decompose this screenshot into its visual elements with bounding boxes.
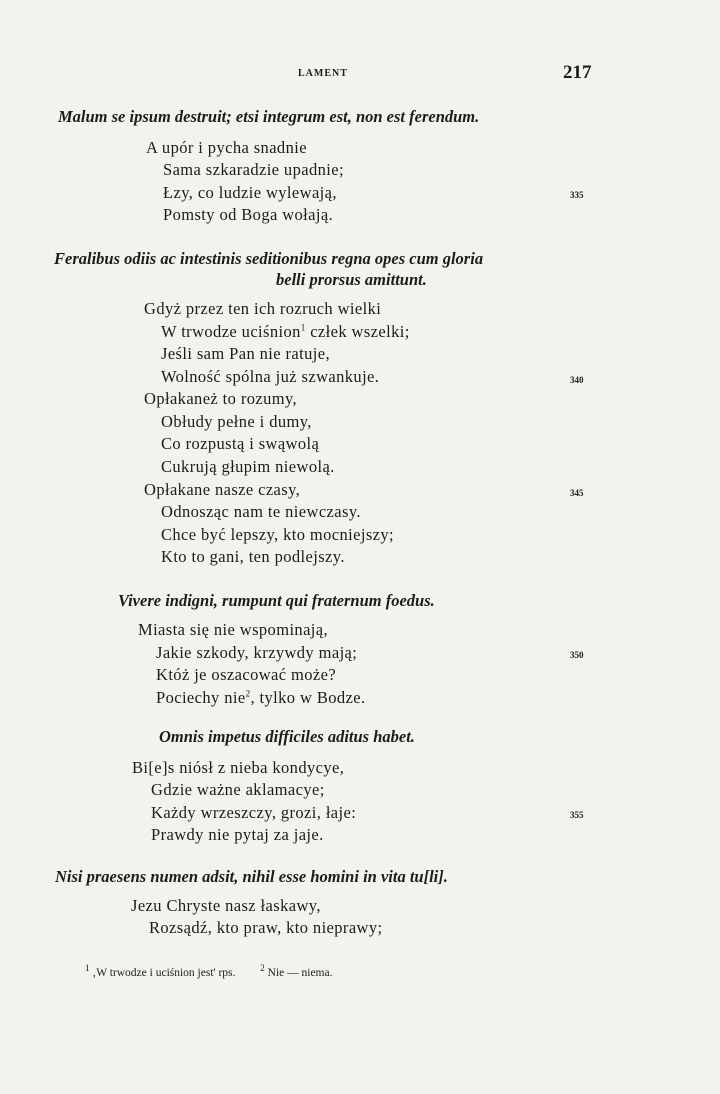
footnote-2 xyxy=(260,963,332,979)
verse-line: Któż je oszacować może? xyxy=(156,665,337,684)
verse-line: Pomsty od Boga wołają. xyxy=(163,205,334,224)
motto-2-line-2: belli prorsus amittunt. xyxy=(276,270,427,289)
footnote-mark: 2 xyxy=(260,963,265,973)
verse-text: człek wszelki; xyxy=(305,322,410,341)
verse-text: , tylko w Bodze. xyxy=(250,688,366,707)
footnote-mark: 1 xyxy=(300,322,306,333)
footnote-mark: 1 xyxy=(85,963,90,973)
verse-number: 335 xyxy=(570,190,584,200)
footnote-text: Nie — niema. xyxy=(267,966,333,979)
verse-line: Każdy wrzeszczy, grozi, łaje: xyxy=(151,803,357,822)
verse-line: Jakie szkody, krzywdy mają; xyxy=(156,643,358,662)
verse-line xyxy=(156,688,366,708)
motto-5: Nisi praesens numen adsit, nihil esse homini in vita tu[li]. xyxy=(55,867,448,886)
motto-1: Malum se ipsum destruit; etsi integrum est, non est ferendum. xyxy=(58,107,480,126)
verse-line: Miasta się nie wspominają, xyxy=(138,620,329,639)
verse-line: Chce być lepszy, kto mocniejszy; xyxy=(161,525,395,544)
verse-number: 345 xyxy=(570,488,584,498)
verse-line: Prawdy nie pytaj za jaje. xyxy=(151,825,324,844)
verse-line: Kto to gani, ten podlejszy. xyxy=(161,547,345,566)
verse-line: Obłudy pełne i dumy, xyxy=(161,412,312,431)
motto-3: Vivere indigni, rumpunt qui fraternum foedus. xyxy=(118,591,435,610)
verse-line: Gdzie ważne aklamacye; xyxy=(151,780,325,799)
verse-line: Gdyż przez ten ich rozruch wielki xyxy=(144,299,382,318)
verse-line: Jeśli sam Pan nie ratuje, xyxy=(161,344,331,363)
verse-line: Jezu Chryste nasz łaskawy, xyxy=(131,896,321,915)
verse-line: Opłakaneż to rozumy, xyxy=(144,389,298,408)
footnote-mark: 2 xyxy=(245,688,251,699)
motto-2-line-1: Feralibus odiis ac intestinis seditionibus regna opes cum gloria xyxy=(54,249,484,268)
verse-number: 355 xyxy=(570,810,584,820)
verse-text: Pociechy nie xyxy=(156,688,246,707)
verse-line: Cukrują głupim niewolą. xyxy=(161,457,335,476)
footnote-1 xyxy=(85,963,235,979)
verse-line: Rozsądź, kto praw, kto nieprawy; xyxy=(149,918,383,937)
verse-line xyxy=(161,322,410,342)
verse-line: Odnosząc nam te niewczasy. xyxy=(161,502,361,521)
running-head: LAMENT xyxy=(298,68,348,79)
footnotes xyxy=(85,963,354,979)
verse-text: W trwodze uciśnion xyxy=(161,322,301,341)
page-number: 217 xyxy=(563,62,592,83)
verse-line: A upór i pycha snadnie xyxy=(146,138,307,157)
verse-line: Wolność spólna już szwankuje. xyxy=(161,367,380,386)
verse-line: Łzy, co ludzie wylewają, xyxy=(163,183,337,202)
verse-number: 350 xyxy=(570,650,584,660)
page-header xyxy=(0,60,720,90)
verse-line: Bi[e]s niósł z nieba kondycye, xyxy=(132,758,345,777)
footnote-text: ‚W trwodze i uciśnion jest' rps. xyxy=(92,966,236,979)
motto-4: Omnis impetus difficiles aditus habet. xyxy=(159,727,415,746)
verse-number: 340 xyxy=(570,375,584,385)
verse-line: Sama szkaradzie upadnie; xyxy=(163,160,344,179)
verse-line: Co rozpustą i swąwolą xyxy=(161,434,320,453)
verse-line: Opłakane nasze czasy, xyxy=(144,480,301,499)
